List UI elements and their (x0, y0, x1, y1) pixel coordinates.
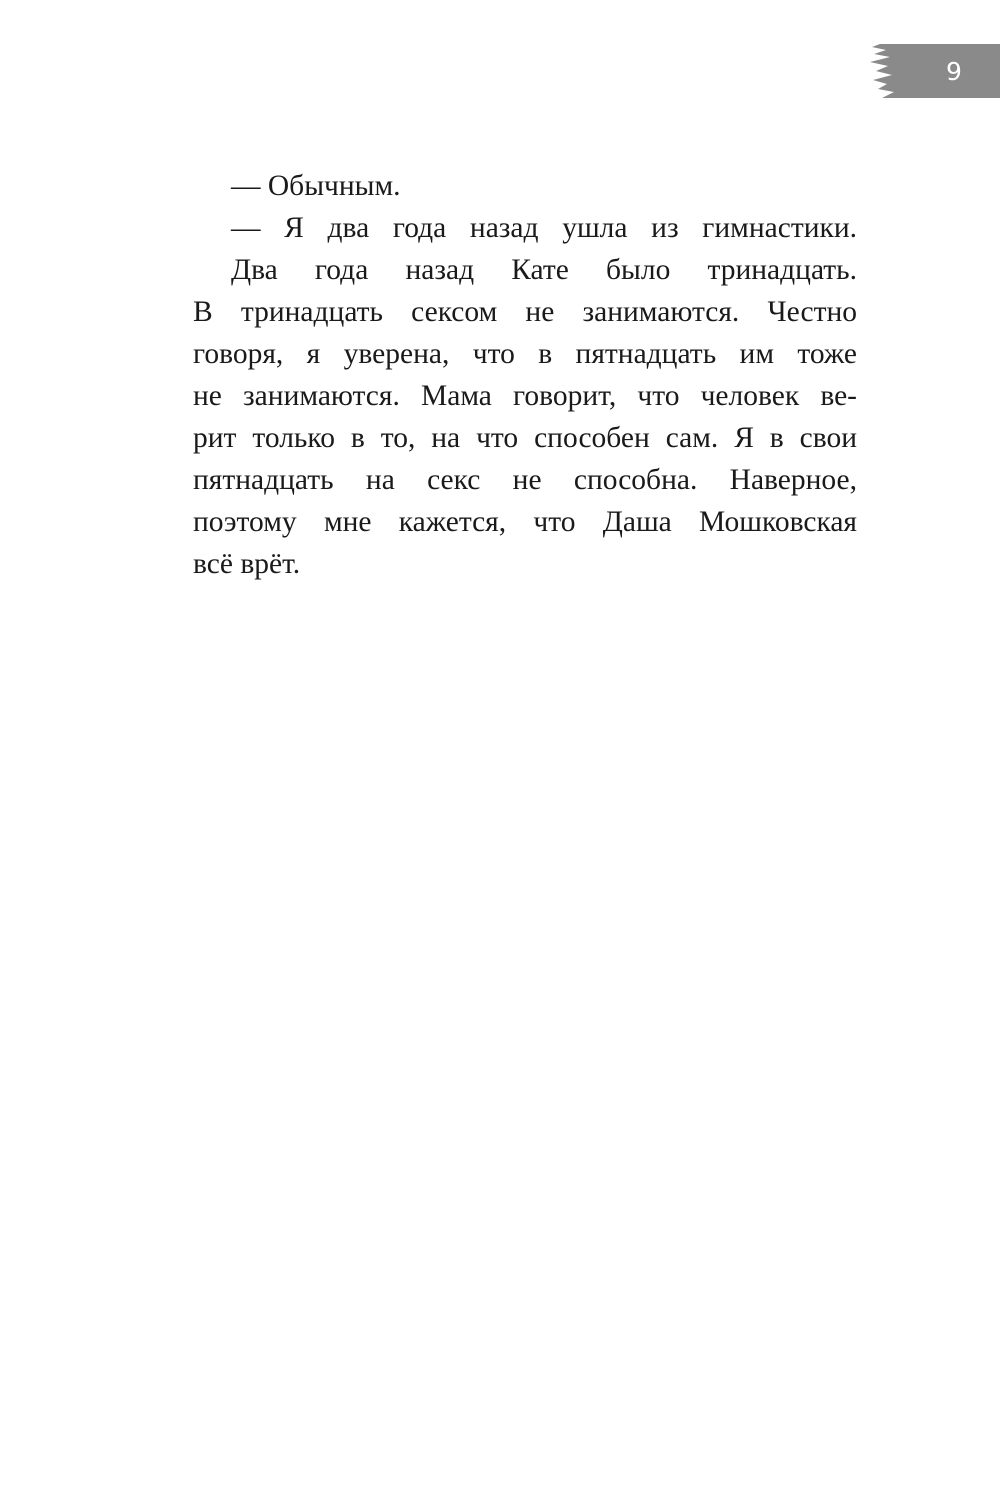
text-line: не занимаются. Мама говорит, что человек ве- (193, 380, 857, 412)
text-line: поэтому мне кажется, что Даша Мошковская (193, 506, 857, 538)
body-text (193, 165, 857, 585)
text-line: рит только в то, на что способен сам. Я в свои (193, 422, 857, 454)
page-number: 9 (946, 57, 962, 86)
page-number-tab (870, 44, 1000, 98)
text-line: В тринадцать сексом не занимаются. Честно (193, 296, 857, 328)
text-line: всё врёт. (193, 548, 301, 580)
text-line: — Я два года назад ушла из гимнастики. (231, 212, 857, 244)
text-line: говоря, я уверена, что в пятнадцать им тоже (193, 338, 857, 370)
text-line: пятнадцать на секс не способна. Наверное, (193, 464, 857, 496)
text-line: — Обычным. (231, 170, 401, 202)
text-line: Два года назад Кате было тринадцать. (231, 254, 857, 286)
